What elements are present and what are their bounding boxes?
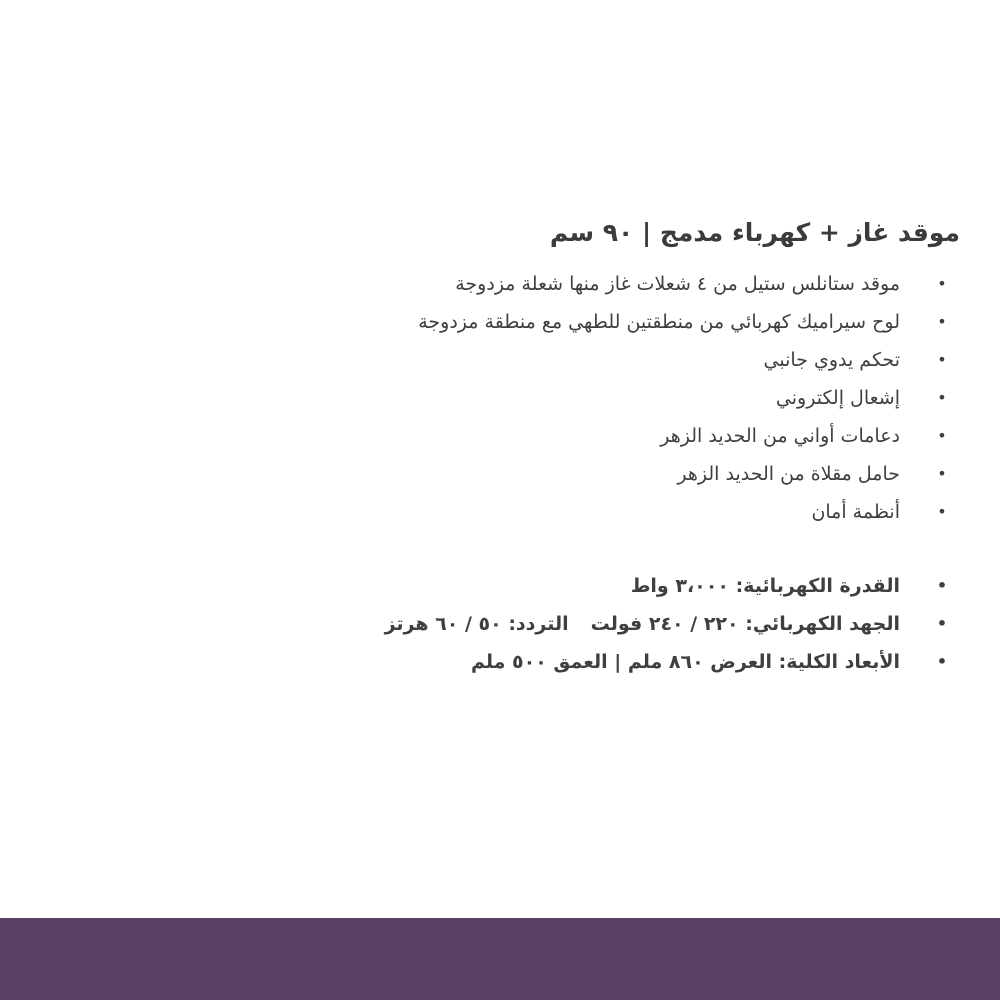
list-item bbox=[320, 455, 960, 493]
feature-text: إشعال إلكتروني bbox=[775, 387, 900, 409]
bullet-icon: • bbox=[937, 274, 947, 293]
bullet-icon: • bbox=[937, 312, 947, 331]
list-item bbox=[320, 379, 960, 417]
list-item bbox=[320, 417, 960, 455]
list-item bbox=[320, 303, 960, 341]
spec-voltage bbox=[320, 605, 960, 643]
specs-list bbox=[320, 567, 960, 681]
spec-dimensions bbox=[320, 643, 960, 681]
bullet-icon: • bbox=[937, 426, 947, 445]
bullet-icon: • bbox=[936, 614, 948, 633]
product-title: موقد غاز + كهرباء مدمج | ٩٠ سم bbox=[549, 218, 960, 247]
feature-text: أنظمة أمان bbox=[811, 501, 900, 523]
feature-text: موقد ستانلس ستيل من ٤ شعلات غاز منها شعلة مزدوجة bbox=[455, 273, 900, 295]
bullet-icon: • bbox=[937, 502, 947, 521]
feature-text: تحكم يدوي جانبي bbox=[763, 349, 900, 371]
product-description bbox=[320, 218, 960, 681]
spec-dimensions-text: الأبعاد الكلية: العرض ٨٦٠ ملم | العمق ٥٠٠ ملم bbox=[470, 651, 900, 673]
list-item bbox=[320, 265, 960, 303]
footer-band bbox=[0, 918, 1000, 1000]
spec-voltage-text: الجهد الكهربائي: ٢٢٠ / ٢٤٠ فولت bbox=[590, 613, 900, 635]
spec-frequency-text: التردد: ٥٠ / ٦٠ هرتز bbox=[384, 613, 569, 635]
feature-text: دعامات أواني من الحديد الزهر bbox=[660, 425, 900, 447]
bullet-icon: • bbox=[937, 350, 947, 369]
features-list bbox=[320, 265, 960, 531]
feature-text: حامل مقلاة من الحديد الزهر bbox=[677, 463, 900, 485]
bullet-icon: • bbox=[936, 576, 948, 595]
list-item bbox=[320, 493, 960, 531]
spec-power-text: القدرة الكهربائية: ٣،٠٠٠ واط bbox=[630, 575, 900, 597]
bullet-icon: • bbox=[937, 464, 947, 483]
spec-power bbox=[320, 567, 960, 605]
bullet-icon: • bbox=[936, 652, 948, 671]
feature-text: لوح سيراميك كهربائي من منطقتين للطهي مع منطقة مزدوجة bbox=[418, 311, 900, 333]
list-item bbox=[320, 341, 960, 379]
bullet-icon: • bbox=[937, 388, 947, 407]
